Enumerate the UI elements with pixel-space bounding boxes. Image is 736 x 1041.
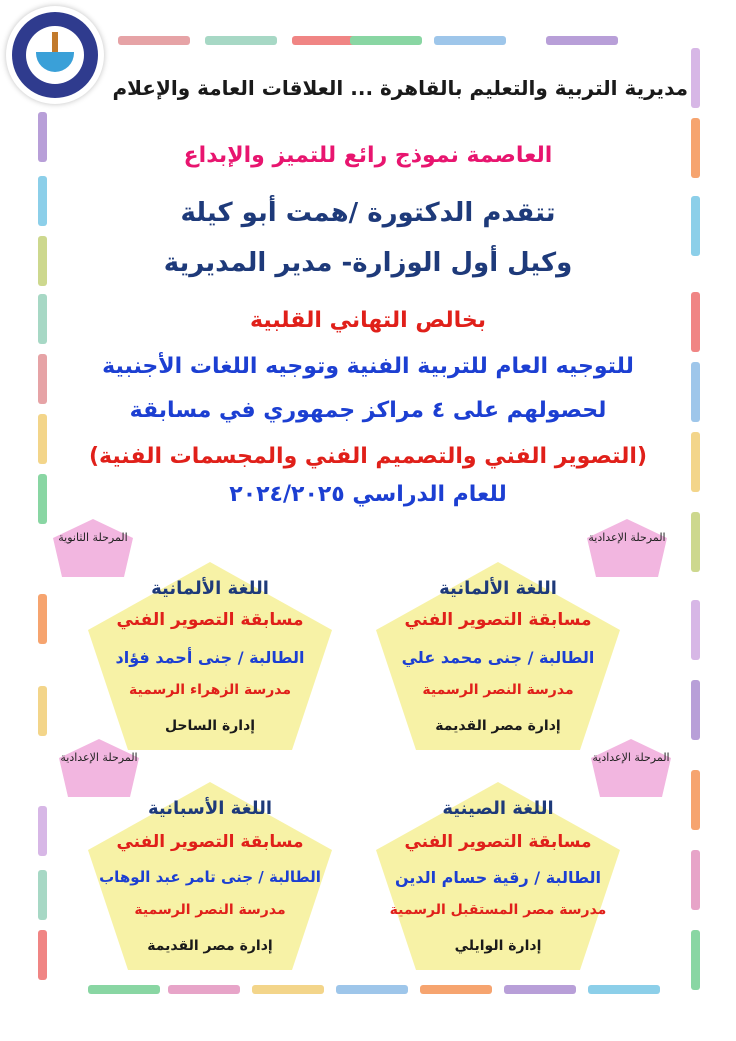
header-title: مديرية التربية والتعليم بالقاهرة ... العلاقات العامة والإعلام	[112, 76, 688, 100]
frame-bar-bottom	[336, 985, 408, 994]
stage-badge	[52, 518, 134, 578]
winner-card	[86, 560, 334, 752]
frame-bar-left	[38, 236, 47, 286]
winner-competition: مسابقة التصوير الفني	[404, 610, 592, 630]
department-line: للتوجيه العام للتربية الفنية وتوجيه اللغات الأجنبية	[102, 354, 634, 379]
frame-bar-right	[691, 770, 700, 830]
frame-bar-right	[691, 512, 700, 572]
frame-bar-left	[38, 806, 47, 856]
stage-badge	[590, 738, 672, 798]
frame-bar-left	[38, 474, 47, 524]
winner-school: مدرسة النصر الرسمية	[134, 902, 286, 918]
frame-bar-top	[205, 36, 277, 45]
frame-bar-top	[546, 36, 618, 45]
presenter-title: وكيل أول الوزارة- مدير المديرية	[163, 248, 573, 278]
frame-bar-right	[691, 432, 700, 492]
winner-student: الطالبة / رقية حسام الدين	[394, 868, 602, 887]
frame-bar-left	[38, 414, 47, 464]
frame-bar-top	[118, 36, 190, 45]
achievement-line: لحصولهم على ٤ مراكز جمهوري في مسابقة	[129, 398, 607, 423]
frame-bar-right	[691, 600, 700, 660]
winner-administration: إدارة مصر القديمة	[147, 938, 273, 954]
frame-bar-left	[38, 686, 47, 736]
winner-student: الطالبة / جنى تامر عبد الوهاب	[99, 868, 321, 886]
winner-card	[374, 560, 622, 752]
competition-line: (التصوير الفني والتصميم الفني والمجسمات الفنية)	[89, 444, 647, 469]
book-icon	[36, 52, 74, 72]
frame-bar-left	[38, 594, 47, 644]
frame-bar-left	[38, 354, 47, 404]
winner-student: الطالبة / جنى محمد علي	[401, 648, 595, 667]
frame-bar-bottom	[88, 985, 160, 994]
frame-bar-bottom	[504, 985, 576, 994]
directorate-logo	[6, 6, 104, 104]
frame-bar-right	[691, 850, 700, 910]
congrats-line: بخالص التهاني القلبية	[250, 308, 486, 333]
frame-bar-right	[691, 680, 700, 740]
frame-bar-right	[691, 362, 700, 422]
frame-bar-left	[38, 176, 47, 226]
presenter-name: تتقدم الدكتورة /همت أبو كيلة	[180, 198, 556, 228]
frame-bar-left	[38, 870, 47, 920]
winner-competition: مسابقة التصوير الفني	[404, 832, 592, 852]
frame-bar-left	[38, 294, 47, 344]
slogan: العاصمة نموذج رائع للتميز والإبداع	[183, 143, 553, 168]
winner-card	[374, 780, 622, 972]
winner-school: مدرسة النصر الرسمية	[422, 682, 574, 698]
frame-bar-top	[434, 36, 506, 45]
frame-bar-left	[38, 112, 47, 162]
frame-bar-top	[350, 36, 422, 45]
frame-bar-left	[38, 930, 47, 980]
winner-language: اللغة الصينية	[442, 798, 554, 819]
winner-administration: إدارة الساحل	[164, 718, 256, 734]
winner-language: اللغة الأسبانية	[147, 798, 273, 819]
stage-label: المرحلة الإعدادية	[60, 751, 138, 764]
stage-badge	[586, 518, 668, 578]
stage-label: المرحلة الإعدادية	[592, 751, 670, 764]
winner-language: اللغة الألمانية	[439, 578, 557, 599]
winner-administration: إدارة مصر القديمة	[435, 718, 561, 734]
winner-competition: مسابقة التصوير الفني	[116, 832, 304, 852]
frame-bar-right	[691, 930, 700, 990]
winner-administration: إدارة الوايلي	[454, 938, 542, 954]
winner-school: مدرسة مصر المستقبل الرسمية	[389, 902, 607, 918]
frame-bar-right	[691, 118, 700, 178]
frame-bar-right	[691, 48, 700, 108]
frame-bar-right	[691, 292, 700, 352]
frame-bar-right	[691, 196, 700, 256]
frame-bar-bottom	[252, 985, 324, 994]
frame-bar-bottom	[168, 985, 240, 994]
frame-bar-bottom	[588, 985, 660, 994]
stage-label: المرحلة الثانوية	[58, 531, 128, 544]
stage-badge	[58, 738, 140, 798]
year-line: للعام الدراسي ٢٠٢٤/٢٠٢٥	[229, 482, 507, 507]
winner-student: الطالبة / جنى أحمد فؤاد	[115, 648, 305, 667]
winner-card	[86, 780, 334, 972]
frame-bar-bottom	[420, 985, 492, 994]
stage-label: المرحلة الإعدادية	[588, 531, 666, 544]
winner-school: مدرسة الزهراء الرسمية	[128, 682, 292, 698]
winner-competition: مسابقة التصوير الفني	[116, 610, 304, 630]
winner-language: اللغة الألمانية	[151, 578, 269, 599]
